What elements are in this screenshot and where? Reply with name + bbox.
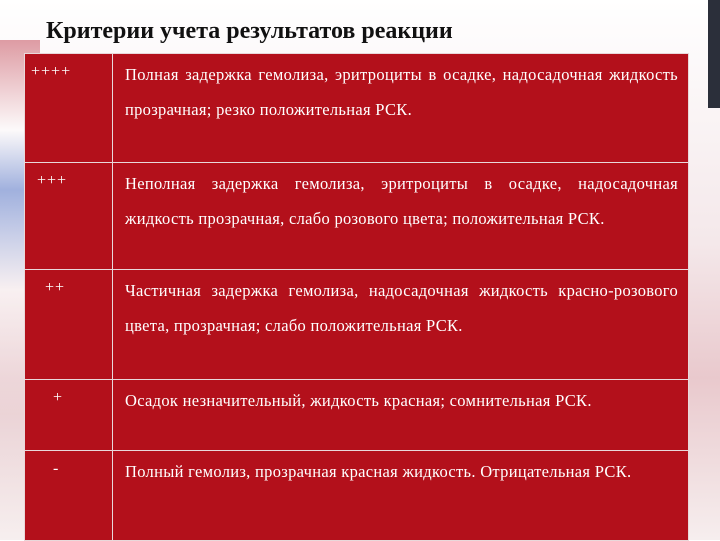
reaction-description: Осадок незначительный, жидкость красная; сомнительная РСК. bbox=[125, 391, 592, 410]
description-cell bbox=[113, 54, 689, 163]
mark-cell bbox=[25, 380, 113, 451]
reaction-mark: + bbox=[53, 389, 64, 406]
reaction-mark: ++++ bbox=[31, 63, 72, 80]
reaction-description: Неполная задержка гемолиза, эритроциты в осадке, надосадочная жидкость прозрачная, слабо розового цвета; положительная РСК. bbox=[125, 174, 678, 228]
reaction-description: Частичная задержка гемолиза, надосадочная жидкость красно-розового цвета, прозрачная; слабо положительная РСК. bbox=[125, 281, 678, 335]
table-row bbox=[25, 380, 689, 451]
slide-title: Критерии учета результатов реакции bbox=[46, 18, 453, 44]
description-cell bbox=[113, 380, 689, 451]
table-row bbox=[25, 451, 689, 541]
reaction-mark: ++ bbox=[45, 279, 66, 296]
description-cell bbox=[113, 270, 689, 380]
mark-cell bbox=[25, 54, 113, 163]
criteria-table bbox=[24, 53, 689, 541]
table-row bbox=[25, 270, 689, 380]
reaction-description: Полный гемолиз, прозрачная красная жидкость. Отрицательная РСК. bbox=[125, 462, 632, 481]
description-cell bbox=[113, 451, 689, 541]
mark-cell bbox=[25, 451, 113, 541]
reaction-mark: - bbox=[53, 460, 60, 477]
reaction-mark: +++ bbox=[37, 172, 68, 189]
decorative-right-band bbox=[708, 0, 720, 108]
reaction-description: Полная задержка гемолиза, эритроциты в осадке, надосадочная жидкость прозрачная; резко положительная РСК. bbox=[125, 65, 678, 119]
mark-cell bbox=[25, 163, 113, 270]
table-row bbox=[25, 54, 689, 163]
mark-cell bbox=[25, 270, 113, 380]
description-cell bbox=[113, 163, 689, 270]
table-row bbox=[25, 163, 689, 270]
